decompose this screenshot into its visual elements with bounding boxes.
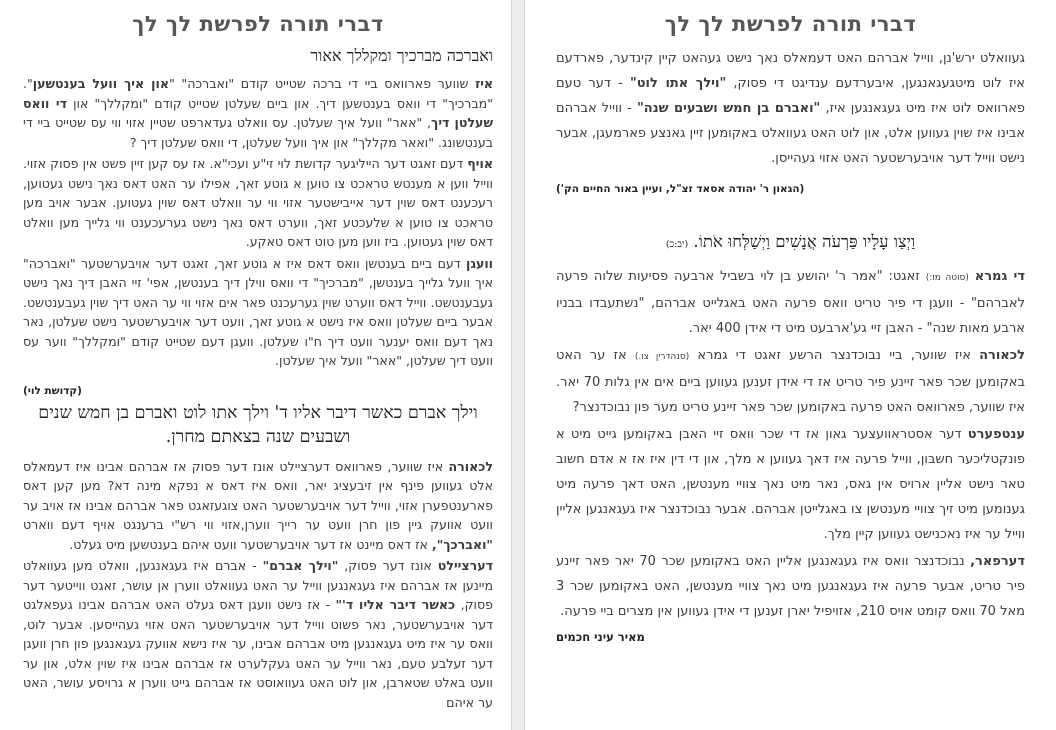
paragraph-text: די וואס שעלטן דיך: [23, 95, 493, 130]
paragraph-text: (סוטה מו:): [925, 273, 969, 283]
paragraph-text: , "אאר" וועל איך שעלטן. עס וואלט געדארפט שטיין אזוי ווי עס שטייט ביי די בענטשונג. "ואאר מקללך" און איך וועל שעלטן, די וואס שעלטן דיך ?: [23, 115, 493, 150]
paragraph: [23, 254, 493, 371]
verse-header: [556, 231, 1025, 256]
paragraph-text: "ואברם בן חמש ושבעים שנה": [636, 101, 821, 116]
paragraph-text: דעם זאגט דער הייליגער קדושת לוי זי"ע ועכי"א. אז עס קען זיין פשט אין פסוק אזוי. ווייל ווען א מענטש טראכט צו טוען א גוטע זאך, אפילו ער האט דאס נאך נישט געטוען, רעכענט דאס שוין דער אייבישטער אזוי ווי ער וואלט דאס שוין געטוען. אבער אויב מען טראכט צו טוען א שלעכטע זאך, ווערט דאס נאך נישט גערעכענט ווי גלייך מען וואלט דאס שוין געטוען. ביז ווען מען טוט דאס טאקע.: [23, 156, 493, 249]
paragraph-text: איז שווער, פארוואס דערציילט אונז דער פסוק אז אברהם אבינו איז דעמאלס אלט געווען פינף אין זיבעציג יאר, וואס איז דאס א נפקא מינה דא? מען קען דאס פארענטפערן אזוי, ווייל דער אויבערשטער האט צוגעזאגט פאר אברהם אבינו אז אויב ער וועט אוועק גיין פון חרן וועט ער רייך ווערן,אזוי ווי רש"י ברענגט אויף דעם ווארט: [23, 458, 493, 532]
paragraph-text: די גמרא: [974, 269, 1025, 284]
paragraph: [23, 154, 493, 252]
paragraph-text: "וילך אתו לוט": [629, 76, 727, 91]
verse-header-text: (יב:כ): [665, 239, 689, 250]
source-attribution: [23, 385, 493, 397]
paragraph-text: אז ער האט באקומען שכר פאר זיינע פיר טריט אז די אידן זענען געווען ביים אים אין גלות 70 יאר. איז שווער, פארוואס האט פרעה באקומען שכר פאר זיינע טריט מער פון נבוכדנצר?: [556, 348, 1025, 415]
paragraph-text: איז: [475, 76, 493, 91]
source-attribution: [556, 183, 1025, 195]
page-title-text: דברי תורה לפרשת לך לך: [664, 12, 917, 36]
paragraph-text: ". "מברכיך" די וואס בענטשען דיך. און ביים שעלטן שטייט קודם "ומקללך" און: [23, 76, 493, 111]
document-page-right: [3, 0, 511, 730]
paragraph-text: (סנהדרין צו.): [634, 352, 690, 362]
paragraph: [556, 264, 1025, 341]
paragraph: [556, 46, 1025, 171]
section-subtitle-text: ואברכה מברכיך ומקללך אאור: [310, 46, 493, 65]
verse-header-text: וַיְצַו עָלָיו פַּרְעֹה אֲנָשִׁים וַיְשַׁלְּחוּ אֹתוֹ.: [688, 232, 916, 251]
paragraph-text: וועגן: [466, 255, 493, 271]
source-attribution-text: (הגאון ר' יהודה אסאד זצ"ל, ועיין באור החיים הק'): [556, 183, 805, 195]
paragraph-text: דער אסטראוועצער גאון אז די שכר וואס זיי האבן באקומען גייט מיט א פונקטליכער חשבון, ווייל פרעה איז דאך געווען א מלך, און די דין איז אז א אדם חשוב טאר נישט אליין ארויס אין גאס, נאר מיט נאך צוויי מענטשן, האט דאך פרעה מיט גענומען מיט זיך צוויי מענטשן צו באגלייטן אברהם. אבער נבוכדנצר איז געגאנגען אליין ווייל ער איז נאכנישט געווען קיין מלך.: [556, 427, 1025, 542]
paragraph-text: נבוכדנצר וואס איז געגאנגען אליין האט באקומען שכר 70 יאר פאר זיינע פיר טריט, אבער פרעה איז געגאנגען מיט נאך צוויי מענטשן, האט באקומען שכר 3 מאל 70 וואס קומט אויס 210, אזויפיל יארן זענען די אידן געווען אין מצרים ביי פרעה.: [556, 554, 1025, 619]
paragraph: [23, 556, 493, 712]
paragraph-text: און איך וועל בענטשען: [32, 76, 170, 91]
paragraph-text: - דער טעם פארוואס לוט איז מיט געגאנגען איז,: [556, 76, 1026, 116]
paragraph-text: "ואברכך",: [431, 536, 493, 552]
paragraph-text: - אז נישט וועגן דאס געלט האט אברהם אבינו געפאלגט דער אויבערשטער, נאר פשוט ווייל דער אויבערשטער האט אזוי געהייסען. אבער לוט, וואס ער איז מיט געגאנגען מיט אברהם אבינו, ער איז נישא אוועק געגאנגען פון חרן וועגן דער זעלבע טעם, נאר ווייל ער האט געקלערט אז אברהם אבינו איז שוין אלט, און ער וועט באלט שטארבן, און לוט האט געוואוסט אז אברהם גייט ווערן א גרויסע עושר, האט ער איהם: [23, 597, 493, 710]
source-attribution-text: (קדושת לוי): [23, 384, 82, 397]
paragraph-text: אויף: [467, 156, 493, 171]
document-page-left: [525, 0, 1056, 730]
page-title-text: דברי תורה לפרשת לך לך: [132, 12, 384, 36]
paragraph-text: אונז דער פסוק,: [338, 558, 438, 573]
paragraph-text: זאגט: "אמר ר' יהושע בן לוי בשביל ארבעה פסיעות שלוה פרעה לאברהם" - וועגן די פיר טריט וואס פרעה האט באגלייט אברהם, "נשתעבדו בבניו ארבע מאות שנה" - האבן זיי גע'ארבעט מיט די אידן 400 יאר.: [556, 269, 1025, 336]
paragraph-text: - אברם איז געגאנגען, וואלט מען געוואלט מיינען אז אברהם איז געגאנגען ווייל ער האט געוואלט ווערן אן עושר, זאגט ווייטער דער פסוק,: [23, 558, 493, 612]
paragraph-text: דעם ביים בענטשן וואס דאס איז א גוטע זאך, זאגט דער אויבערשטער "ואברכה" איך וועל גלייך בענטשן, "מברכיך" די וואס ווילן דיך בענטשן, אפי' זיי האבן דיך נאך נישט געבענטשט. ווייל דאס ווערט שוין גערעכנט פאר אים אזוי ווי ער האט דיך שוין געבענטשט. אבער ביים שעלטן וואס איז נישט א גוטע זאך, וועט דער אויבערשטער נישט שעלטן, נאר נאך דעם וואס יענער וועט דיך ח"ו שעלטן. וועגן דעם שטייט קודם "ומקללך" ווער עס וועט דיך שעלטן, "אאר" וועל איך שעלטן.: [23, 255, 493, 368]
paragraph-text: לכאורה: [448, 458, 493, 474]
paragraph-text: כאשר דיבר אליו ד'": [335, 597, 456, 612]
paragraph-text: "וילך אברם": [262, 558, 339, 573]
section-subtitle: [23, 46, 493, 66]
verse-header-text: וילך אברם כאשר דיבר אליו ד' וילך אתו לוט ואברם בן חמש שנים ושבעים שנה בצאתם מחרן.: [38, 402, 478, 447]
paragraph: [556, 549, 1025, 624]
paragraph-text: ענטפערט: [967, 427, 1025, 442]
paragraph: [556, 343, 1025, 420]
source-footer-text: מאיר עיני חכמים: [556, 630, 645, 644]
page-title: [556, 12, 1025, 36]
paragraph-text: דערפאר,: [970, 554, 1025, 569]
page-title: [23, 12, 493, 36]
paragraph-text: שווער פארוואס ביי די ברכה שטייט קודם "ואברכה" ": [169, 76, 476, 91]
paragraph-text: אז דאס מיינט אז דער אויבערשטער וועט איהם בענטשען מיט געלט.: [69, 536, 432, 552]
paragraph: [23, 457, 493, 555]
paragraph-text: דערציילט: [437, 558, 493, 573]
paragraph: [23, 74, 493, 152]
paragraph: [556, 422, 1025, 547]
source-footer: [556, 630, 1025, 644]
paragraph-text: לכאורה: [979, 348, 1025, 363]
paragraph-text: געוואלט ירש'נן, ווייל אברהם האט דעמאלס נאך נישט געהאט קיין קינדער, פארדעם איז לוט מיטגעגאנגען, איבערדעם ענדיגט די פסוק,: [556, 51, 1025, 91]
verse-header: [29, 401, 487, 449]
paragraph-text: איז שווער, ביי נבוכדנצר הרשע זאגט די גמרא: [689, 348, 980, 363]
page-gutter-divider: [511, 0, 525, 730]
paragraph-text: - ווייל אברהם אבינו איז שוין געווען אלט, און לוט האט געוואלט באקומען זיין גאנצע פארמעגן, אבער נישט ווייל דער אויבערשטער האט אזוי געהייסן.: [556, 101, 1025, 166]
